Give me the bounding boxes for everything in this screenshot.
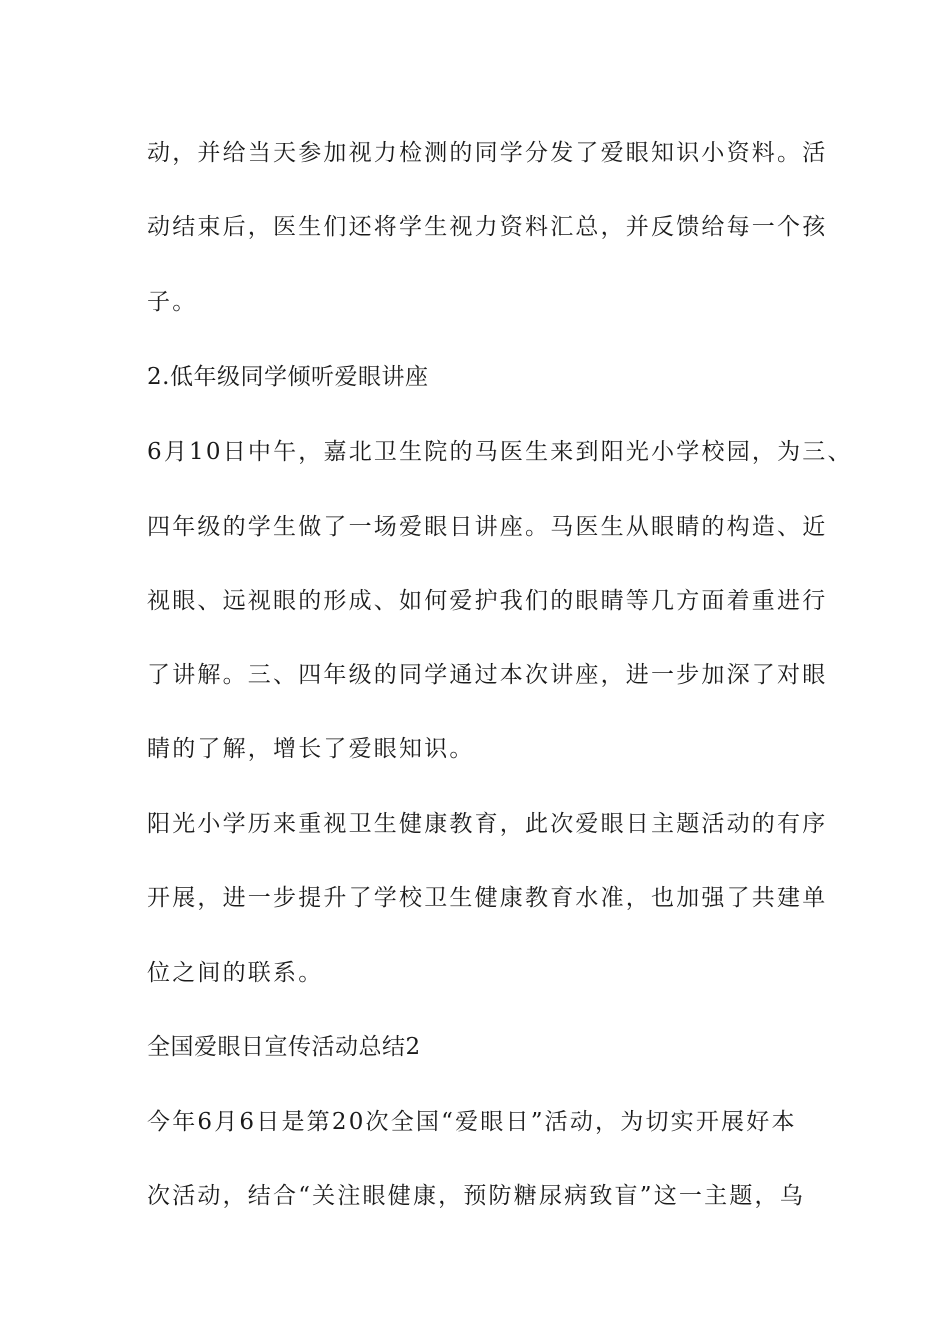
section-heading: 2.低年级同学倾听爱眼讲座 [147,364,429,390]
paragraph-line: 动结束后，医生们还将学生视力资料汇总，并反馈给每一个孩 [147,214,828,240]
paragraph-line: 视眼、远视眼的形成、如何爱护我们的眼睛等几方面着重进行 [147,588,828,614]
paragraph-line: 次活动，结合“关注眼健康，预防糖尿病致盲”这一主题，乌 [147,1183,805,1209]
paragraph-line: 了讲解。三、四年级的同学通过本次讲座，进一步加深了对眼 [147,662,828,688]
paragraph-line: 动，并给当天参加视力检测的同学分发了爱眼知识小资料。活 [147,140,828,166]
paragraph-line: 睛的了解，增长了爱眼知识。 [147,736,475,762]
paragraph-line: 四年级的学生做了一场爱眼日讲座。马医生从眼睛的构造、近 [147,514,828,540]
article-title: 全国爱眼日宣传活动总结2 [147,1034,421,1060]
paragraph-line: 6月10日中午，嘉北卫生院的马医生来到阳光小学校园，为三、 [147,439,853,465]
paragraph-line: 子。 [147,289,198,315]
paragraph-line: 今年6月6日是第20次全国“爱眼日”活动，为切实开展好本 [147,1109,797,1135]
paragraph-line: 位之间的联系。 [147,960,324,986]
paragraph-line: 开展，进一步提升了学校卫生健康教育水准，也加强了共建单 [147,885,828,911]
paragraph-line: 阳光小学历来重视卫生健康教育，此次爱眼日主题活动的有序 [147,811,828,837]
